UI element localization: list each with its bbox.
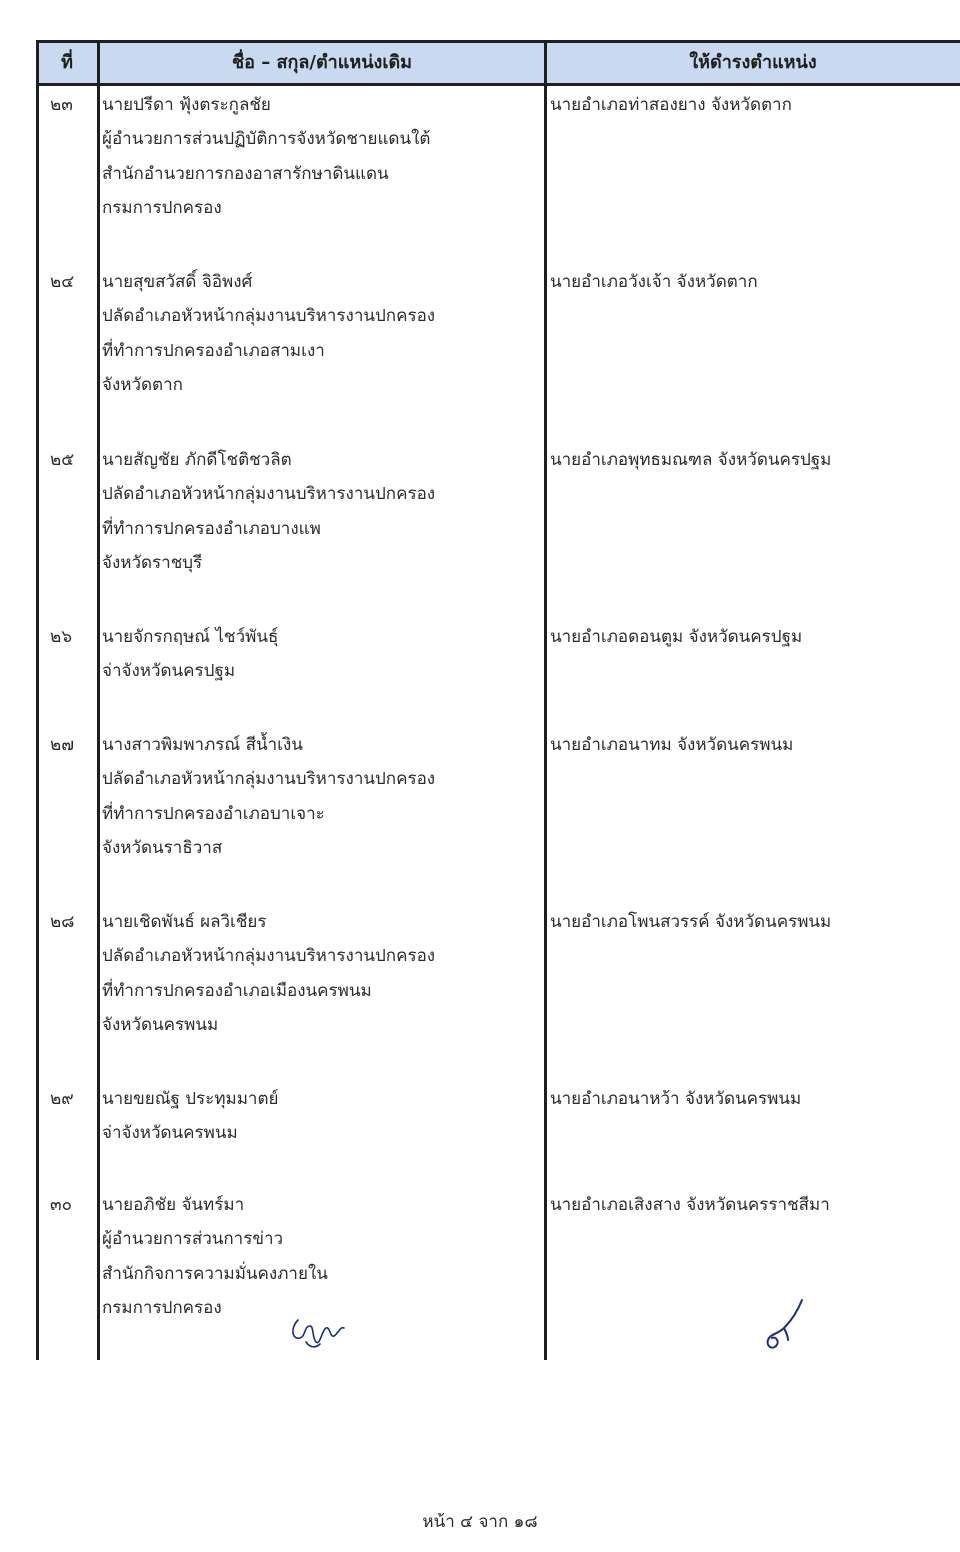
new-position: นายอำเภอท่าสองยาง จังหวัดตาก [550, 95, 792, 115]
former-position-line: จังหวัดนครพนม [102, 1015, 219, 1036]
new-position: นายอำเภอโพนสวรรค์ จังหวัดนครพนม [550, 912, 832, 932]
row-number: ๒๕ [50, 450, 75, 470]
former-position-line: ปลัดอำเภอหัวหน้ากลุ่มงานบริหารงานปกครอง [102, 769, 436, 790]
person-name: นายเชิดพันธ์ ผลวิเชียร [102, 912, 267, 932]
person-name: นายจักรกฤษณ์ ไชว์พันธุ์ [102, 627, 279, 647]
former-position-line: จังหวัดตาก [102, 375, 183, 396]
header-no: ที่ [61, 52, 73, 73]
table-header [36, 40, 960, 86]
column-rule-no [97, 40, 100, 1360]
signature-initial-right [758, 1296, 818, 1356]
former-position-line: ปลัดอำเภอหัวหน้ากลุ่มงานบริหารงานปกครอง [102, 306, 436, 327]
row-number: ๒๔ [50, 272, 75, 292]
row-name-position [102, 1082, 542, 1151]
column-rule-left [36, 40, 39, 1360]
signature-initial-left [286, 1312, 358, 1352]
row-number: ๒๓ [50, 95, 73, 115]
person-name: นายปรีดา ฟุ้งตระกูลชัย [102, 95, 271, 115]
new-position: นายอำเภอวังเจ้า จังหวัดตาก [550, 272, 758, 292]
row-name-position [102, 1188, 542, 1326]
person-name: นายขยณัฐ ประทุมมาตย์ [102, 1089, 279, 1109]
former-position-line: จ่าจังหวัดนครปฐม [102, 661, 236, 682]
row-number: ๒๖ [50, 627, 72, 647]
person-name: นายสัญชัย ภักดีโชติชวลิต [102, 450, 292, 470]
former-position-line: สำนักกิจการความมั่นคงภายใน [102, 1263, 328, 1284]
former-position-line: จังหวัดราชบุรี [102, 553, 203, 574]
header-new-position: ให้ดำรงตำแหน่ง [689, 52, 817, 73]
new-position: นายอำเภอนาหว้า จังหวัดนครพนม [550, 1089, 802, 1109]
new-position: นายอำเภอพุทธมณฑล จังหวัดนครปฐม [550, 450, 832, 470]
former-position-line: จังหวัดนราธิวาส [102, 838, 223, 859]
former-position-line: กรมการปกครอง [102, 1298, 222, 1319]
former-position-line: ที่ทำการปกครองอำเภอเมืองนครพนม [102, 980, 372, 1001]
row-number: ๒๗ [50, 735, 74, 755]
header-name-position: ชื่อ – สกุล/ตำแหน่งเดิม [231, 52, 413, 73]
appointment-table [36, 40, 960, 1360]
former-position-line: ปลัดอำเภอหัวหน้ากลุ่มงานบริหารงานปกครอง [102, 484, 436, 505]
new-position: นายอำเภอนาทม จังหวัดนครพนม [550, 735, 794, 755]
row-number: ๓๐ [50, 1195, 72, 1215]
row-name-position [102, 443, 542, 581]
former-position-line: ที่ทำการปกครองอำเภอบาเจาะ [102, 803, 325, 824]
person-name: นายอภิชัย จันทร์มา [102, 1195, 245, 1215]
row-number: ๒๘ [50, 912, 75, 932]
column-rule-name [544, 40, 547, 1360]
row-name-position [102, 620, 542, 689]
new-position: นายอำเภอดอนตูม จังหวัดนครปฐม [550, 627, 803, 647]
former-position-line: จ่าจังหวัดนครพนม [102, 1123, 238, 1144]
former-position-line: ผู้อำนวยการส่วนปฏิบัติการจังหวัดชายแดนใต้ [102, 129, 431, 150]
former-position-line: ที่ทำการปกครองอำเภอสามเงา [102, 340, 325, 361]
row-number: ๒๙ [50, 1089, 74, 1109]
row-name-position [102, 265, 542, 403]
row-name-position [102, 905, 542, 1043]
former-position-line: ปลัดอำเภอหัวหน้ากลุ่มงานบริหารงานปกครอง [102, 946, 436, 967]
person-name: นางสาวพิมพาภรณ์ สีน้ำเงิน [102, 735, 303, 755]
former-position-line: สำนักอำนวยการกองอาสารักษาดินแดน [102, 163, 389, 184]
row-name-position [102, 88, 542, 226]
person-name: นายสุขสวัสดิ์ จิอิพงศ์ [102, 272, 253, 292]
former-position-line: ผู้อำนวยการส่วนการข่าว [102, 1229, 284, 1250]
new-position: นายอำเภอเสิงสาง จังหวัดนครราชสีมา [550, 1195, 830, 1215]
page-number: หน้า ๔ จาก ๑๘ [422, 1512, 538, 1532]
row-name-position [102, 728, 542, 866]
former-position-line: กรมการปกครอง [102, 198, 222, 219]
former-position-line: ที่ทำการปกครองอำเภอบางแพ [102, 518, 321, 539]
